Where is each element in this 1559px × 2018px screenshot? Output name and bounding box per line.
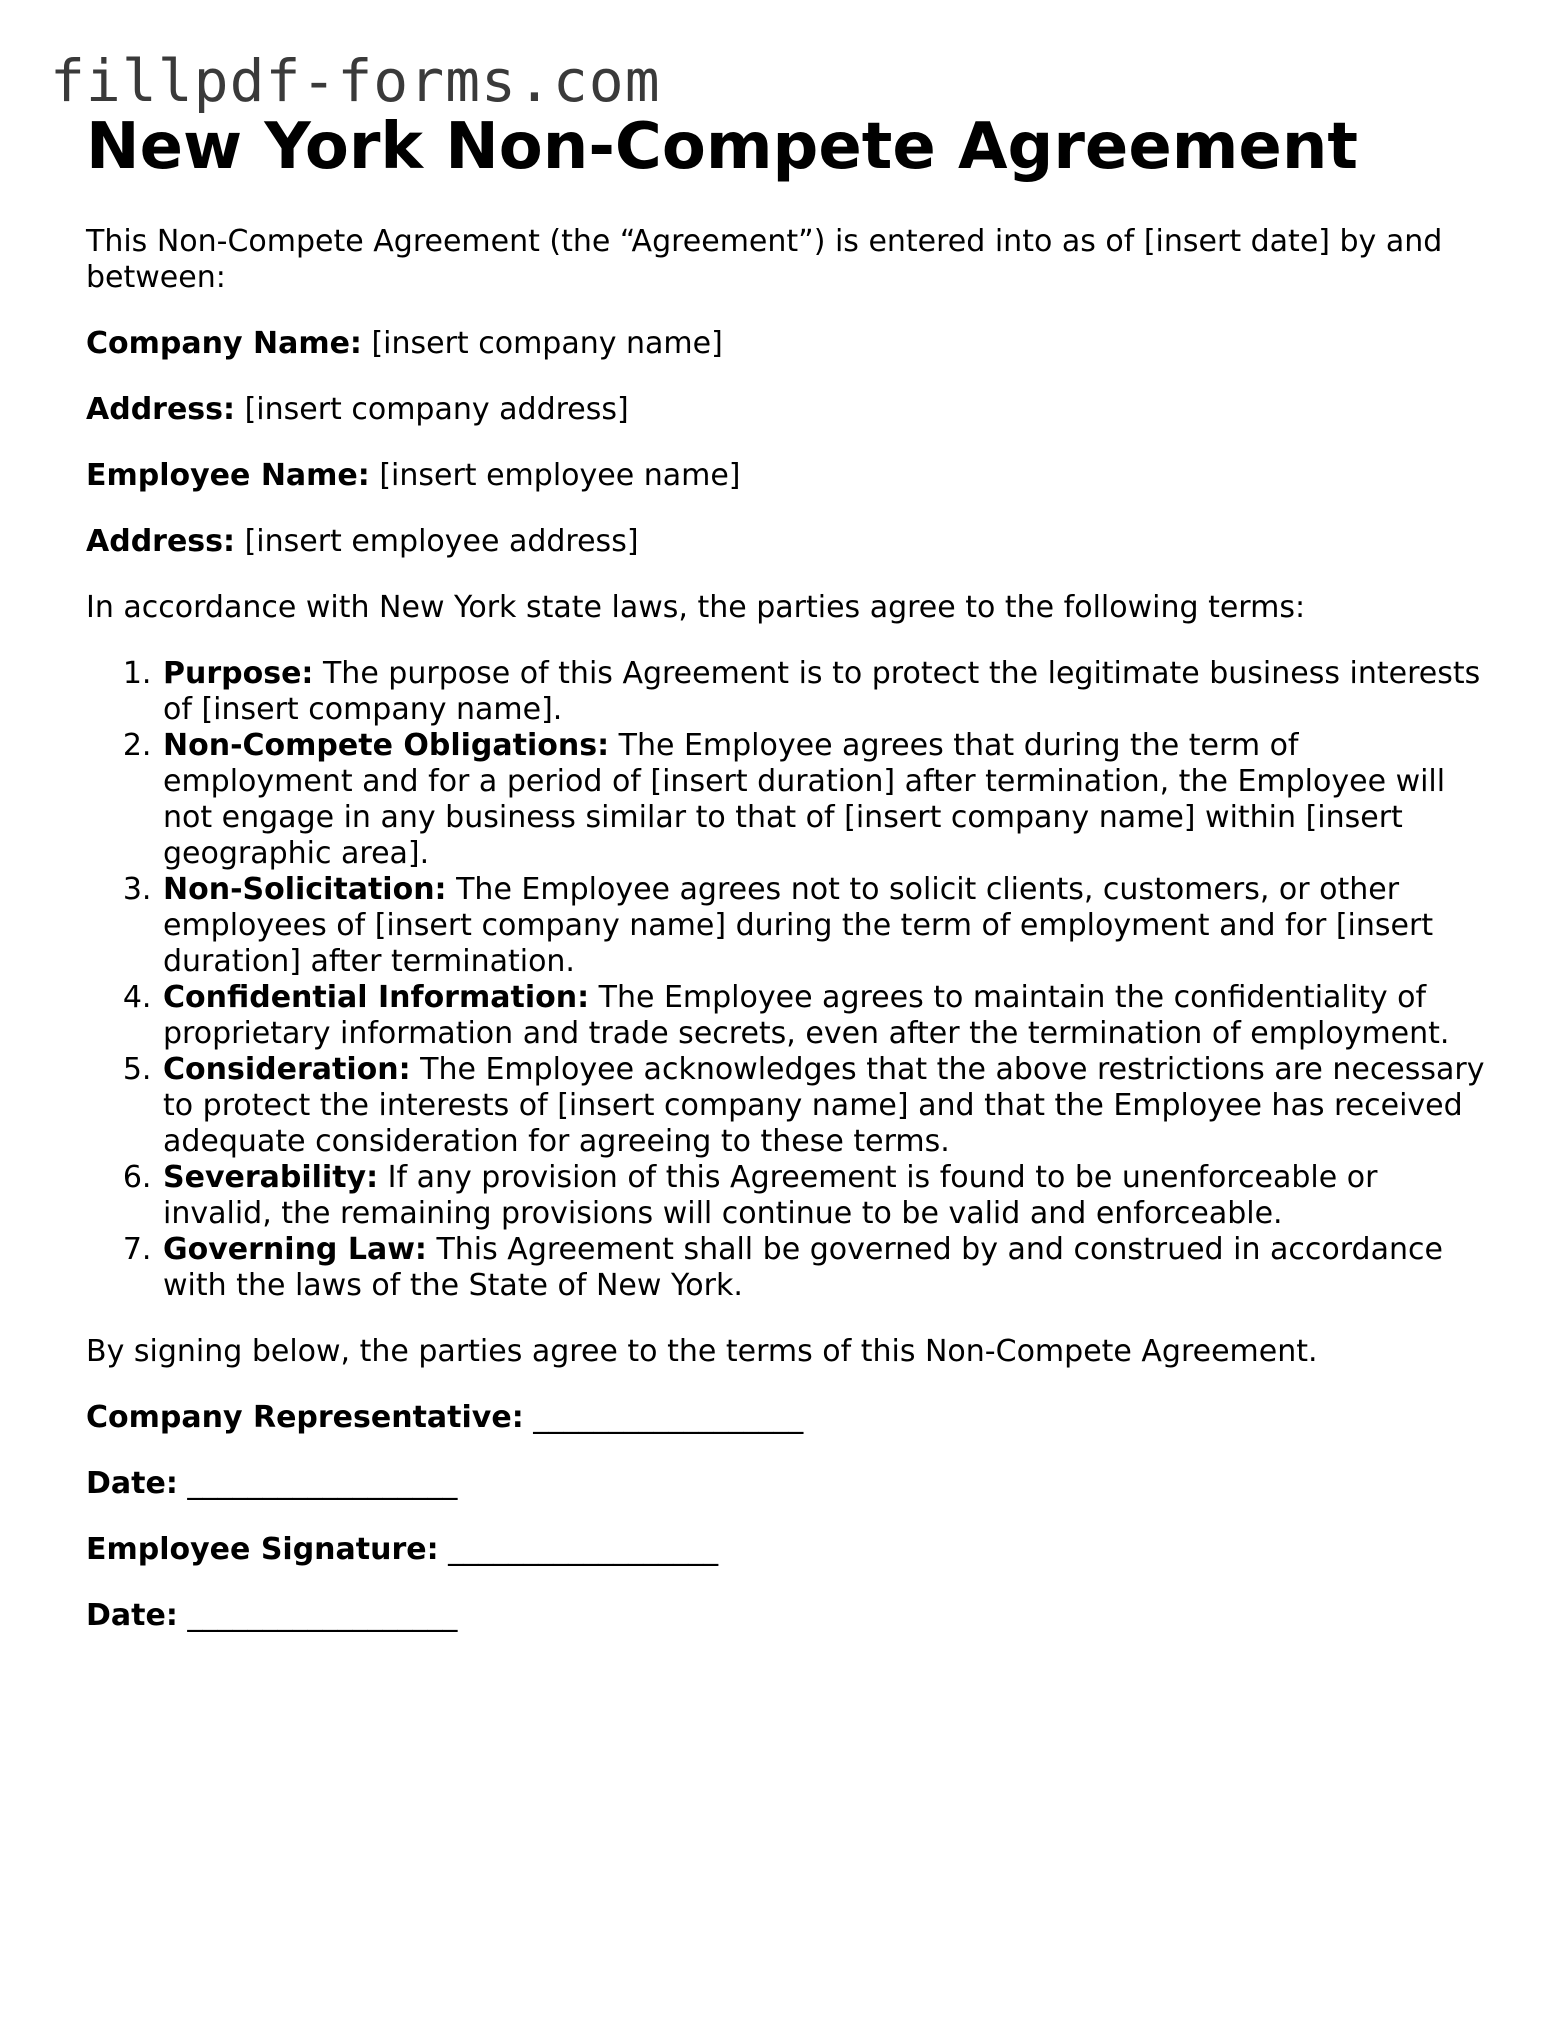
employee-signature-line[interactable] — [86, 1532, 1486, 1568]
terms-list — [86, 656, 1486, 1304]
term-text: The Employee agrees that during the term of employment and for a period of [insert duration] after termination, the Employee will not engage in any business similar to that of [insert company name] within [insert geographic area]. — [163, 728, 1446, 871]
term-heading: Governing Law: — [163, 1232, 427, 1267]
field-value: [insert employee name] — [369, 458, 741, 493]
signature-blank[interactable]: __________________ — [438, 1532, 719, 1567]
company-representative-signature-line[interactable] — [86, 1400, 1486, 1436]
term-item-non-compete — [161, 728, 1486, 872]
employee-name-field — [86, 458, 1486, 494]
term-item-consideration — [161, 1052, 1486, 1160]
field-value: [insert employee address] — [235, 524, 639, 559]
term-text: The Employee agrees to maintain the confidentiality of proprietary information and trade secrets, even after the termination of employment. — [163, 980, 1450, 1051]
term-heading: Non-Compete Obligations: — [163, 728, 610, 763]
terms-intro: In accordance with New York state laws, the parties agree to the following terms: — [86, 590, 1306, 625]
signature-label: Date: — [86, 1466, 178, 1501]
document-page — [86, 108, 1486, 1664]
closing-paragraph: By signing below, the parties agree to the terms of this Non-Compete Agreement. — [86, 1334, 1318, 1369]
signature-blank[interactable]: __________________ — [177, 1466, 458, 1501]
term-text: The Employee acknowledges that the above restrictions are necessary to protect the interests of [insert company name] and that the Employee has received adequate consideration for agreeing to these terms. — [163, 1052, 1485, 1159]
signature-blank[interactable]: __________________ — [177, 1598, 458, 1633]
term-heading: Confidential Information: — [163, 980, 590, 1015]
signature-label: Company Representative: — [86, 1400, 524, 1435]
employee-address-field — [86, 524, 1486, 560]
term-text: If any provision of this Agreement is found to be unenforceable or invalid, the remaining provisions will continue to be valid and enforceable. — [163, 1160, 1378, 1231]
page-title: New York Non-Compete Agreement — [86, 110, 1358, 184]
term-item-severability — [161, 1160, 1486, 1232]
signature-label: Date: — [86, 1598, 178, 1633]
term-item-purpose — [161, 656, 1486, 728]
company-name-field — [86, 326, 1486, 362]
field-label: Company Name: — [86, 326, 362, 361]
term-heading: Purpose: — [163, 656, 314, 691]
term-item-non-solicitation — [161, 872, 1486, 980]
term-heading: Non-Solicitation: — [163, 872, 447, 907]
field-label: Employee Name: — [86, 458, 370, 493]
intro-paragraph: This Non-Compete Agreement (the “Agreement”) is entered into as of [insert date] by and between: — [86, 224, 1443, 295]
field-value: [insert company address] — [235, 392, 629, 427]
term-item-governing-law — [161, 1232, 1486, 1304]
term-text: This Agreement shall be governed by and construed in accordance with the laws of the State of New York. — [163, 1232, 1443, 1303]
term-heading: Consideration: — [163, 1052, 411, 1087]
watermark-logo: fillpdf-forms.com — [50, 47, 661, 115]
signature-blank[interactable]: __________________ — [523, 1400, 804, 1435]
field-value: [insert company name] — [361, 326, 723, 361]
term-heading: Severability: — [163, 1160, 379, 1195]
document-body — [86, 224, 1486, 1634]
company-date-line[interactable] — [86, 1466, 1486, 1502]
employee-date-line[interactable] — [86, 1598, 1486, 1634]
term-text: The purpose of this Agreement is to protect the legitimate business interests of [insert company name]. — [163, 656, 1481, 727]
signature-label: Employee Signature: — [86, 1532, 439, 1567]
field-label: Address: — [86, 524, 236, 559]
company-address-field — [86, 392, 1486, 428]
term-item-confidential — [161, 980, 1486, 1052]
field-label: Address: — [86, 392, 236, 427]
term-text: The Employee agrees not to solicit clients, customers, or other employees of [insert company name] during the term of employment and for [insert duration] after termination. — [163, 872, 1434, 979]
